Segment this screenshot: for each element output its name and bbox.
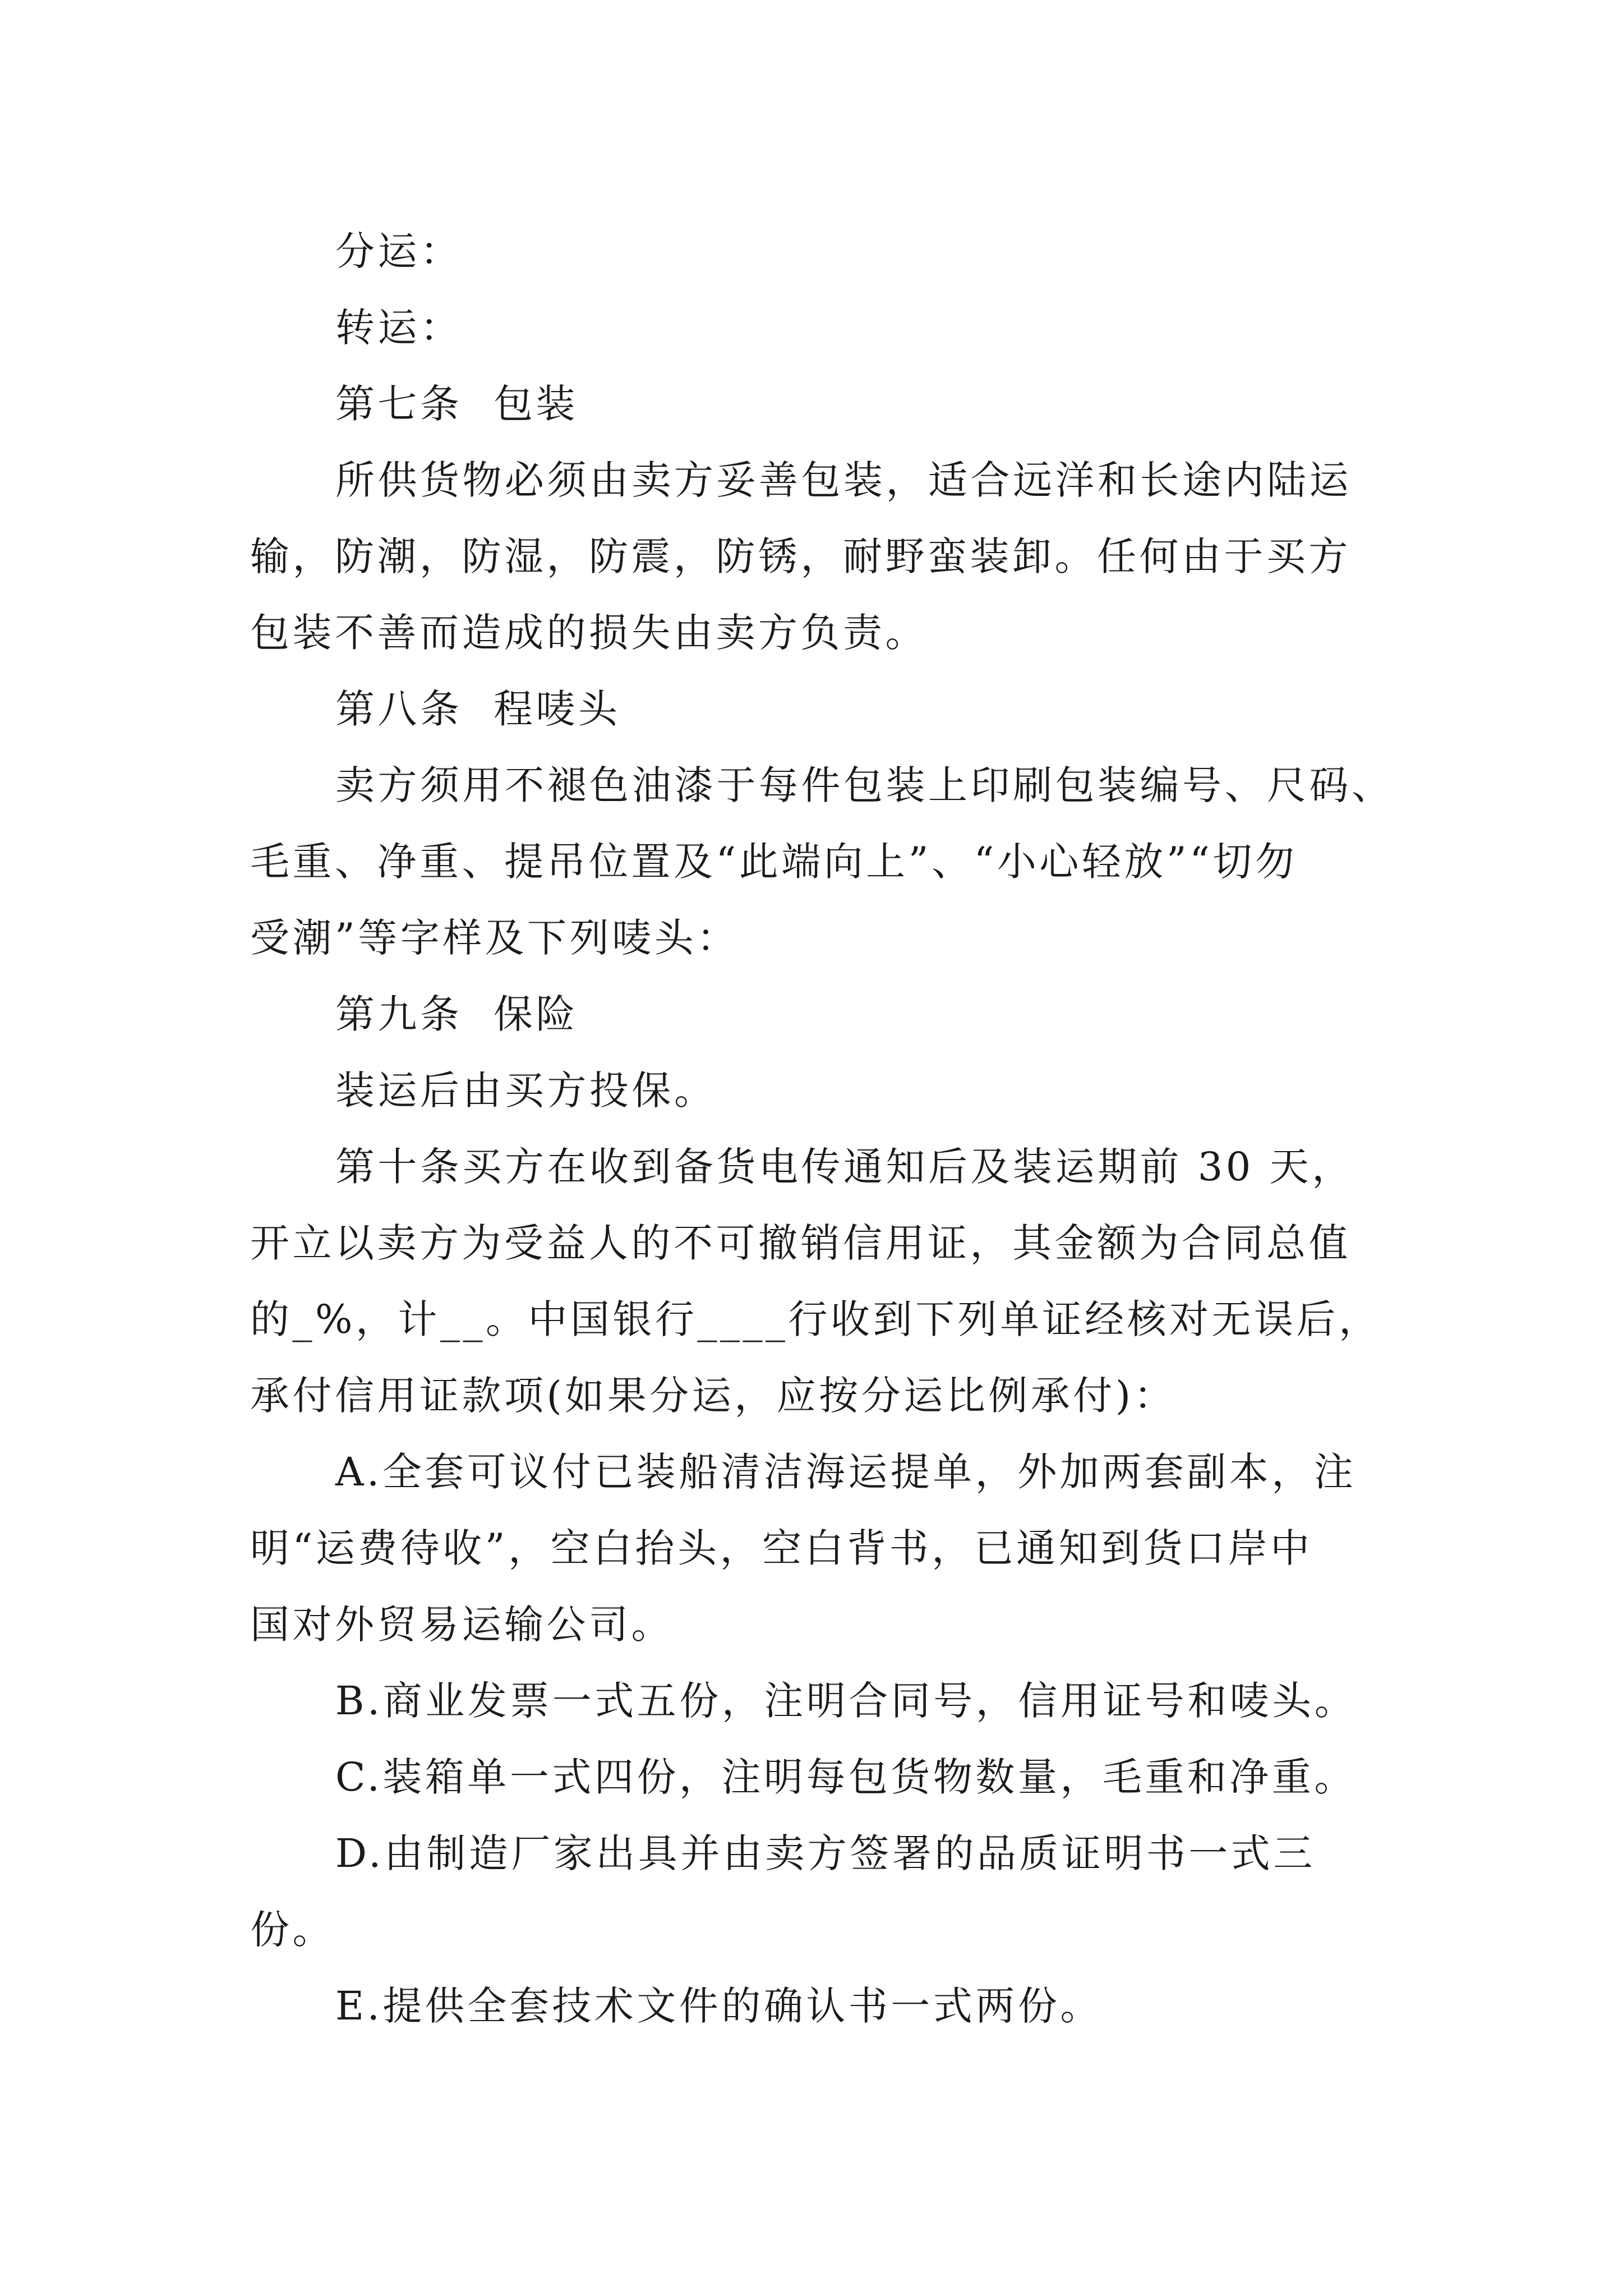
- article-8-text-line-1: 卖方须用不褪色油漆于每件包装上印刷包装编号、尺码、: [335, 762, 1394, 808]
- article-7-text-line-3: 包装不善而造成的损失由卖方负责。: [250, 610, 928, 656]
- article-7-heading: 第七条 包装: [335, 381, 579, 427]
- item-d-line-1: D.由制造厂家出具并由卖方签署的品质证明书一式三: [335, 1830, 1316, 1876]
- item-e: E.提供全套技术文件的确认书一式两份。: [335, 1983, 1103, 2029]
- partial-shipment-label: 分运：: [335, 228, 463, 274]
- item-a-line-2: 明“运费待收”，空白抬头，空白背书，已通知到货口岸中: [250, 1525, 1313, 1571]
- transshipment-label: 转运：: [335, 305, 463, 351]
- item-b: B.商业发票一式五份，注明合同号，信用证号和唛头。: [335, 1678, 1357, 1724]
- article-8-heading: 第八条 程唛头: [335, 686, 621, 732]
- article-8-text-line-2: 毛重、净重、提吊位置及“此端向上”、“小心轻放”“切勿: [250, 839, 1298, 885]
- item-c: C.装箱单一式四份，注明每包货物数量，毛重和净重。: [335, 1754, 1357, 1800]
- article-7-text-line-1: 所供货物必须由卖方妥善包装，适合远洋和长途内陆运: [335, 457, 1352, 503]
- article-9-heading: 第九条 保险: [335, 991, 579, 1037]
- item-a-line-3: 国对外贸易运输公司。: [250, 1602, 674, 1648]
- article-9-text: 装运后由买方投保。: [335, 1068, 717, 1114]
- article-10-text-line-3: 的_%，计__。中国银行____行收到下列单证经核对无误后，: [250, 1296, 1381, 1342]
- article-8-text-line-3: 受潮”等字样及下列唛头：: [250, 915, 739, 961]
- item-d-line-2: 份。: [250, 1907, 335, 1953]
- article-10-text-line-1: 第十条买方在收到备货电传通知后及装运期前 30 天，: [335, 1144, 1354, 1190]
- item-a-line-1: A.全套可议付已装船清洁海运提单，外加两套副本，注: [335, 1449, 1357, 1495]
- article-10-text-line-2: 开立以卖方为受益人的不可撤销信用证，其金额为合同总值: [250, 1220, 1351, 1266]
- article-10-text-line-4: 承付信用证款项(如果分运，应按分运比例承付)：: [250, 1373, 1177, 1419]
- article-7-text-line-2: 输，防潮，防湿，防震，防锈，耐野蛮装卸。任何由于买方: [250, 533, 1351, 579]
- document-body: [250, 213, 1394, 2044]
